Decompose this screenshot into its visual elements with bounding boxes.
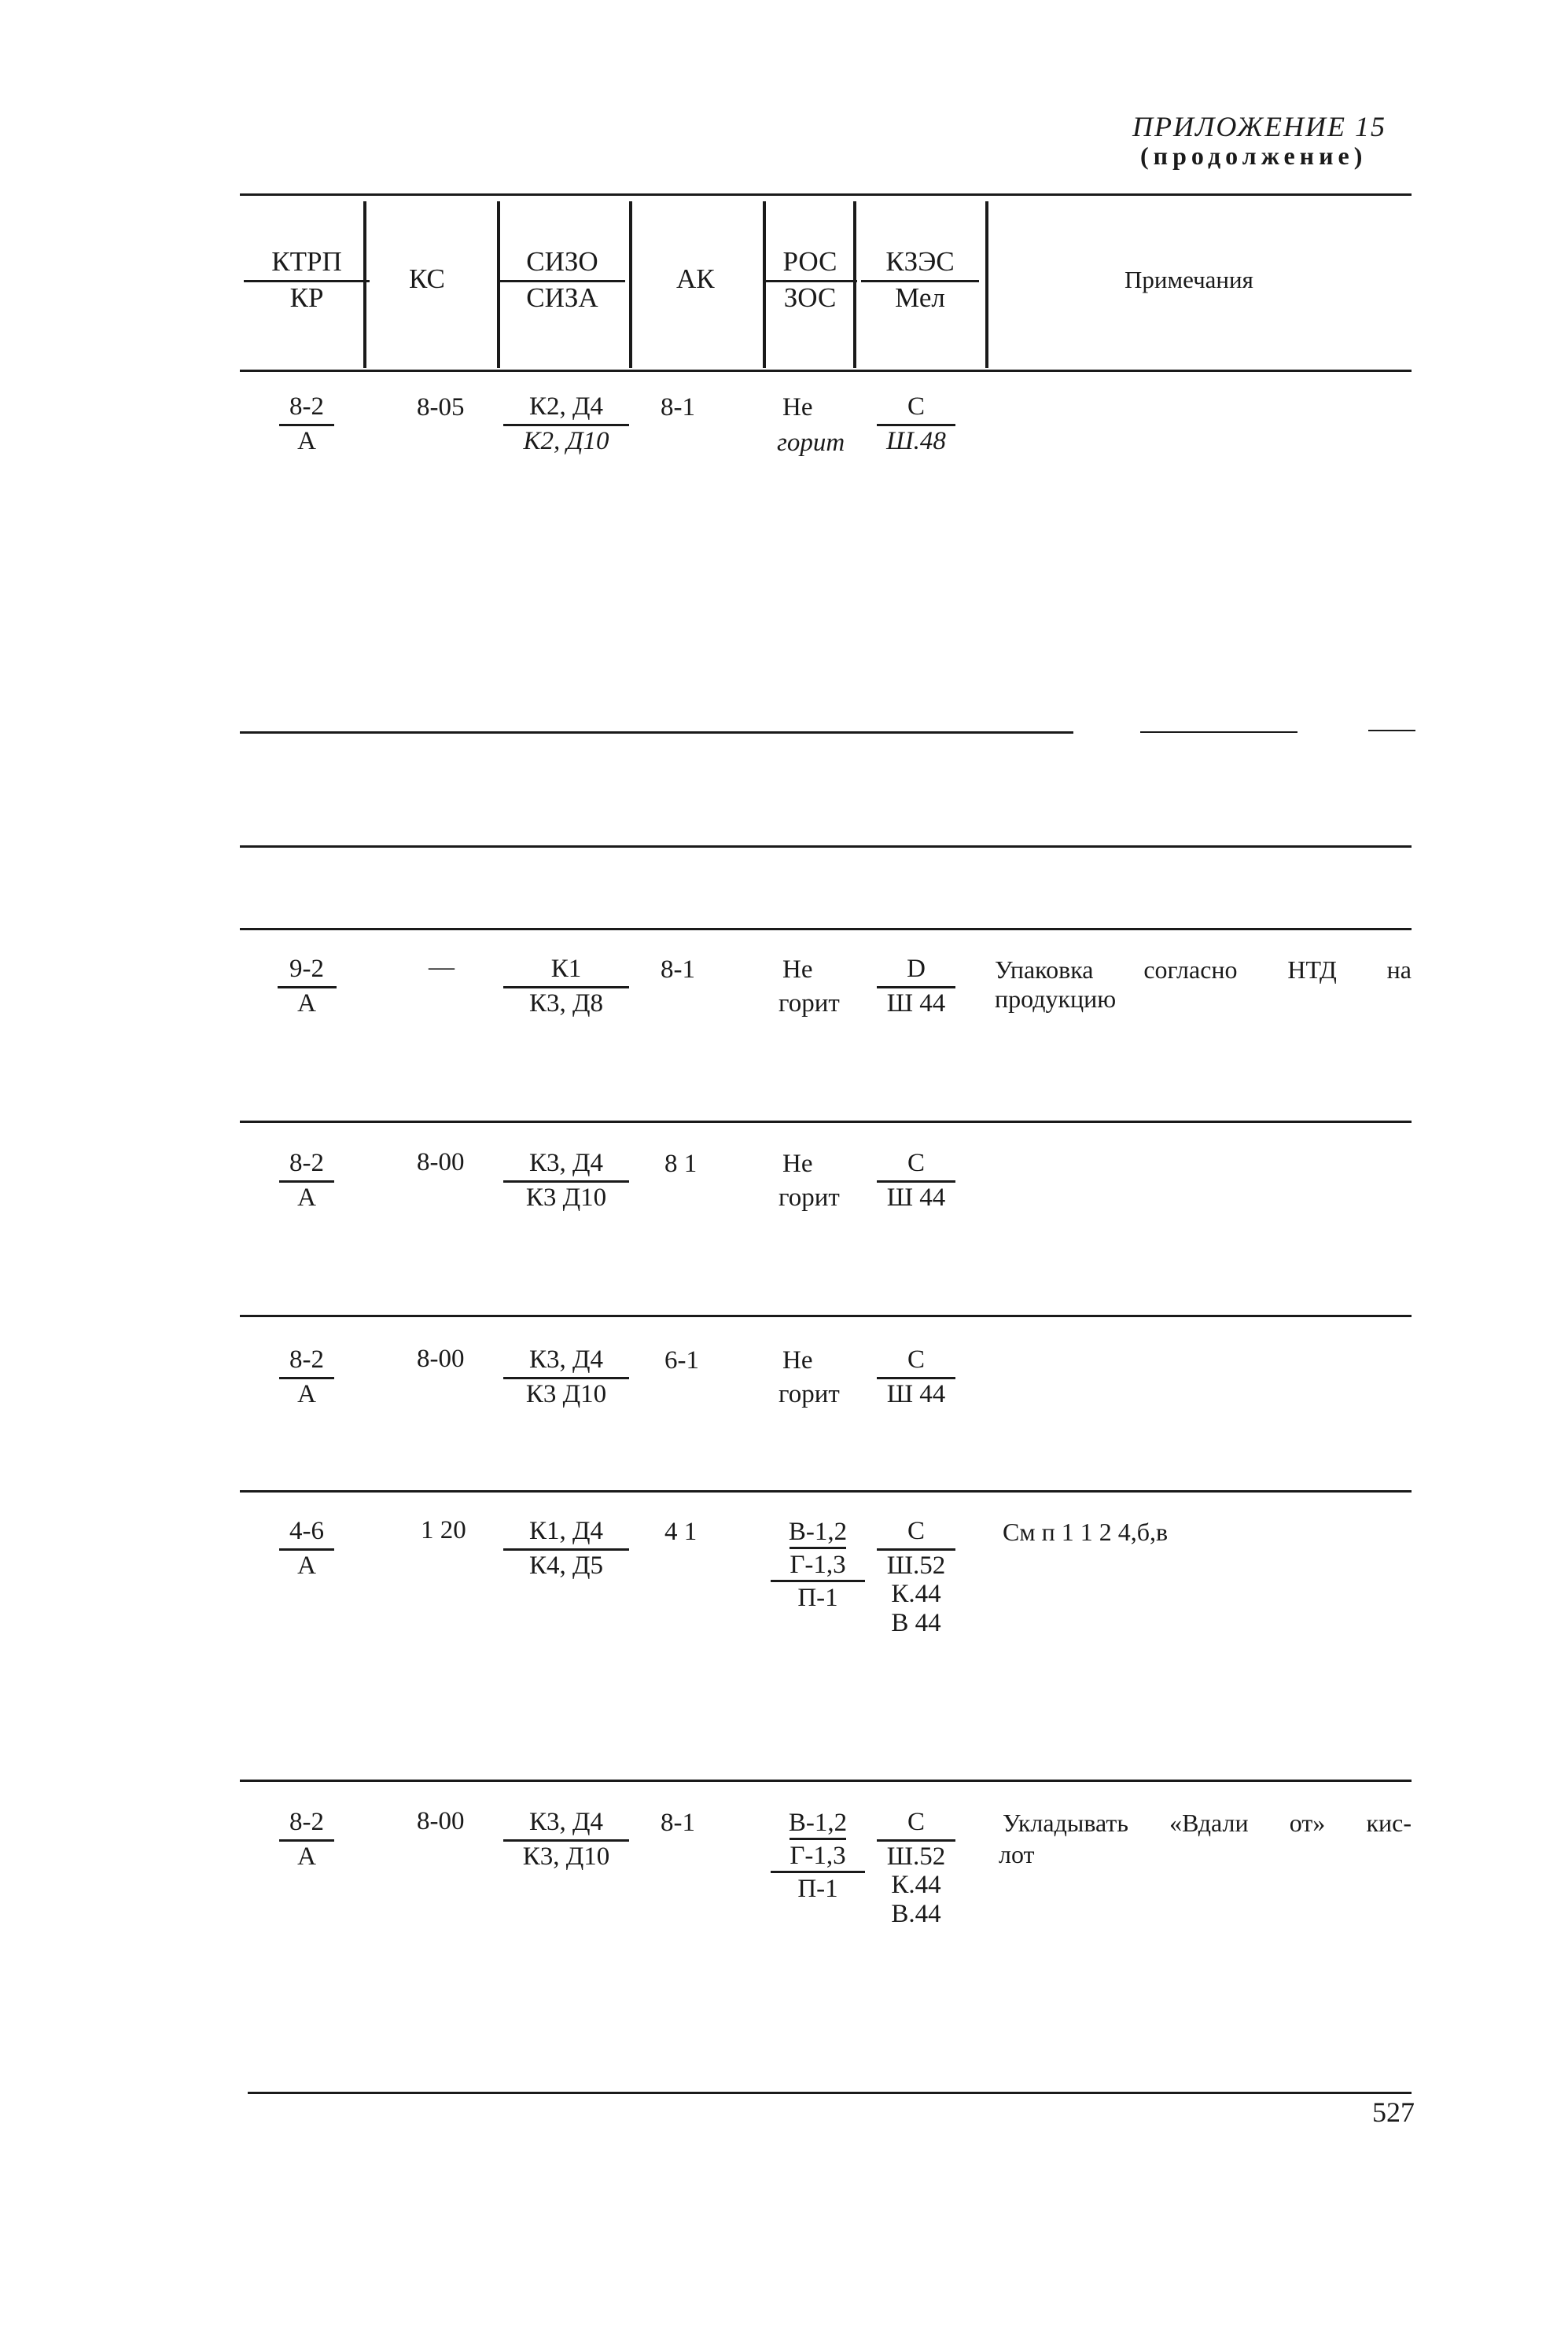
row1-ak: 8-1: [661, 393, 695, 421]
row2-kr: А: [297, 988, 316, 1018]
row6-note-line1: Укладывать «Вдали от» кис-: [1003, 1809, 1412, 1837]
row2-note-line1: Упаковка согласно НТД на: [995, 955, 1412, 984]
table-bottom-rule: [248, 2092, 1412, 2094]
row4-zos: горит: [778, 1380, 840, 1408]
row4-mel: Ш 44: [886, 1379, 946, 1408]
row6-kr: А: [297, 1842, 316, 1871]
row1-sizo-siza: [480, 393, 653, 455]
rule-b: [240, 845, 1412, 848]
header-kr: КР: [289, 282, 324, 313]
row2-kzes-mel: [853, 955, 979, 1017]
row6-ros-3: П-1: [771, 1871, 865, 1904]
row5-ktrp: 4-6: [289, 1517, 324, 1545]
header-sizo-siza: [476, 248, 649, 313]
row4-kr: А: [297, 1379, 316, 1408]
row5-ak: 4 1: [664, 1518, 698, 1546]
header-notes: Примечания: [1124, 266, 1253, 293]
header-mel: Мел: [895, 282, 945, 313]
row3-kzes-mel: [853, 1150, 979, 1211]
header-kzes: КЗЭС: [885, 246, 955, 277]
page-number: 527: [1372, 2096, 1415, 2128]
row3-kzes: С: [907, 1149, 925, 1177]
row6-ak: 8-1: [661, 1809, 695, 1837]
row2-zos: горит: [778, 989, 840, 1018]
header-ktrp-kr: [220, 248, 393, 313]
row1-zos: горит: [777, 429, 845, 457]
row3-ktrp-kr: [220, 1150, 393, 1211]
row5-ros-1: В-1,2: [788, 1518, 848, 1546]
row5-kzes-mel: [853, 1518, 979, 1637]
row1-sizo: К2, Д4: [528, 392, 604, 421]
row3-ak: 8 1: [664, 1150, 698, 1178]
row2-ks: —: [429, 953, 455, 981]
row4-sizo-siza: [480, 1346, 653, 1408]
row4-kzes-mel: [853, 1346, 979, 1408]
row5-ks: 1 20: [421, 1516, 466, 1544]
row6-kzes-mel: [853, 1809, 979, 1928]
row6-sizo: К3, Д4: [528, 1808, 604, 1836]
header-ks: КС: [409, 263, 445, 294]
row5-ros-2: Г-1,3: [790, 1547, 845, 1580]
row5-kzes: С: [907, 1517, 925, 1545]
rule-a-dash-1: [1140, 731, 1297, 733]
row2-ros: Не: [782, 955, 813, 984]
row4-siza: К3 Д10: [525, 1379, 607, 1408]
row1-kzes-mel: [853, 393, 979, 455]
row1-siza: К2, Д10: [523, 426, 609, 455]
row5-siza: К4, Д5: [528, 1551, 604, 1580]
row4-ak: 6-1: [664, 1346, 699, 1375]
header-siza: СИЗА: [526, 282, 598, 313]
rule-c: [240, 928, 1412, 930]
row1-kr: А: [297, 426, 316, 455]
row3-ktrp: 8-2: [289, 1149, 324, 1177]
row5-mel-1: Ш.52: [886, 1551, 946, 1580]
row1-ktrp-kr: [220, 393, 393, 455]
row3-sizo: К3, Д4: [528, 1149, 604, 1177]
row4-ros: Не: [782, 1346, 813, 1375]
row4-ks: 8-00: [417, 1345, 465, 1373]
header-kzes-mel: [834, 248, 1007, 313]
row6-ks: 8-00: [417, 1807, 465, 1835]
row6-mel-1: Ш.52: [886, 1842, 946, 1871]
row6-ktrp-kr: [220, 1809, 393, 1870]
row2-sizo-siza: [480, 955, 653, 1017]
row2-ak: 8-1: [661, 955, 695, 984]
row2-ktrp-kr: [220, 955, 393, 1017]
row5-sizo: К1, Д4: [528, 1517, 604, 1545]
rule-g: [240, 1780, 1412, 1782]
row6-note-line2: лот: [999, 1840, 1035, 1868]
rule-a-dash-2: [1368, 730, 1415, 731]
appendix-title: ПРИЛОЖЕНИЕ 15: [1132, 111, 1386, 142]
row6-kzes: С: [907, 1808, 925, 1836]
row4-kzes: С: [907, 1345, 925, 1374]
header-ktrp: КТРП: [271, 246, 342, 277]
row4-ktrp: 8-2: [289, 1345, 324, 1374]
row2-ktrp: 9-2: [289, 955, 324, 983]
row3-ks: 8-00: [417, 1148, 465, 1176]
row1-ros: Не: [782, 393, 813, 421]
row6-ros-1: В-1,2: [788, 1809, 848, 1837]
row4-sizo: К3, Д4: [528, 1345, 604, 1374]
row5-kr: А: [297, 1551, 316, 1580]
row5-mel-2: К.44: [891, 1580, 941, 1609]
row4-ktrp-kr: [220, 1346, 393, 1408]
rule-a: [240, 731, 1073, 734]
header-bottom-rule: [240, 370, 1412, 372]
header-ros: РОС: [782, 246, 837, 277]
row6-ros-2: Г-1,3: [790, 1838, 845, 1871]
row3-ros: Не: [782, 1150, 813, 1178]
row5-ros-3: П-1: [771, 1580, 865, 1613]
row6-sizo-siza: [480, 1809, 653, 1870]
row1-mel: Ш.48: [886, 426, 946, 455]
row2-sizo: К1: [550, 955, 582, 983]
rule-d: [240, 1121, 1412, 1123]
row2-mel: Ш 44: [886, 988, 946, 1018]
rule-f: [240, 1490, 1412, 1493]
rule-e: [240, 1315, 1412, 1317]
row3-kr: А: [297, 1183, 316, 1212]
row5-ktrp-kr: [220, 1518, 393, 1579]
row6-siza: К3, Д10: [522, 1842, 610, 1871]
row5-sizo-siza: [480, 1518, 653, 1579]
row5-mel-3: В 44: [891, 1608, 941, 1637]
row2-kzes: D: [907, 955, 926, 983]
header-sizo: СИЗО: [526, 246, 598, 277]
continuation-label: (продолжение): [1140, 142, 1367, 170]
table-top-rule: [240, 193, 1412, 196]
header-zos: ЗОС: [783, 282, 837, 313]
row2-note-line2: продукцию: [995, 985, 1117, 1013]
row3-zos: горит: [778, 1183, 840, 1212]
row3-siza: К3 Д10: [525, 1183, 607, 1212]
row1-ktrp: 8-2: [289, 392, 324, 421]
row3-mel: Ш 44: [886, 1183, 946, 1212]
header-ak: АК: [676, 263, 715, 294]
row5-note: См п 1 1 2 4,б,в: [1003, 1518, 1169, 1546]
row3-sizo-siza: [480, 1150, 653, 1211]
row6-mel-3: В.44: [891, 1899, 941, 1928]
row6-ktrp: 8-2: [289, 1808, 324, 1836]
row2-siza: К3, Д8: [528, 988, 604, 1018]
row6-mel-2: К.44: [891, 1871, 941, 1900]
row1-kzes: С: [907, 392, 925, 421]
row1-ks: 8-05: [417, 393, 465, 421]
